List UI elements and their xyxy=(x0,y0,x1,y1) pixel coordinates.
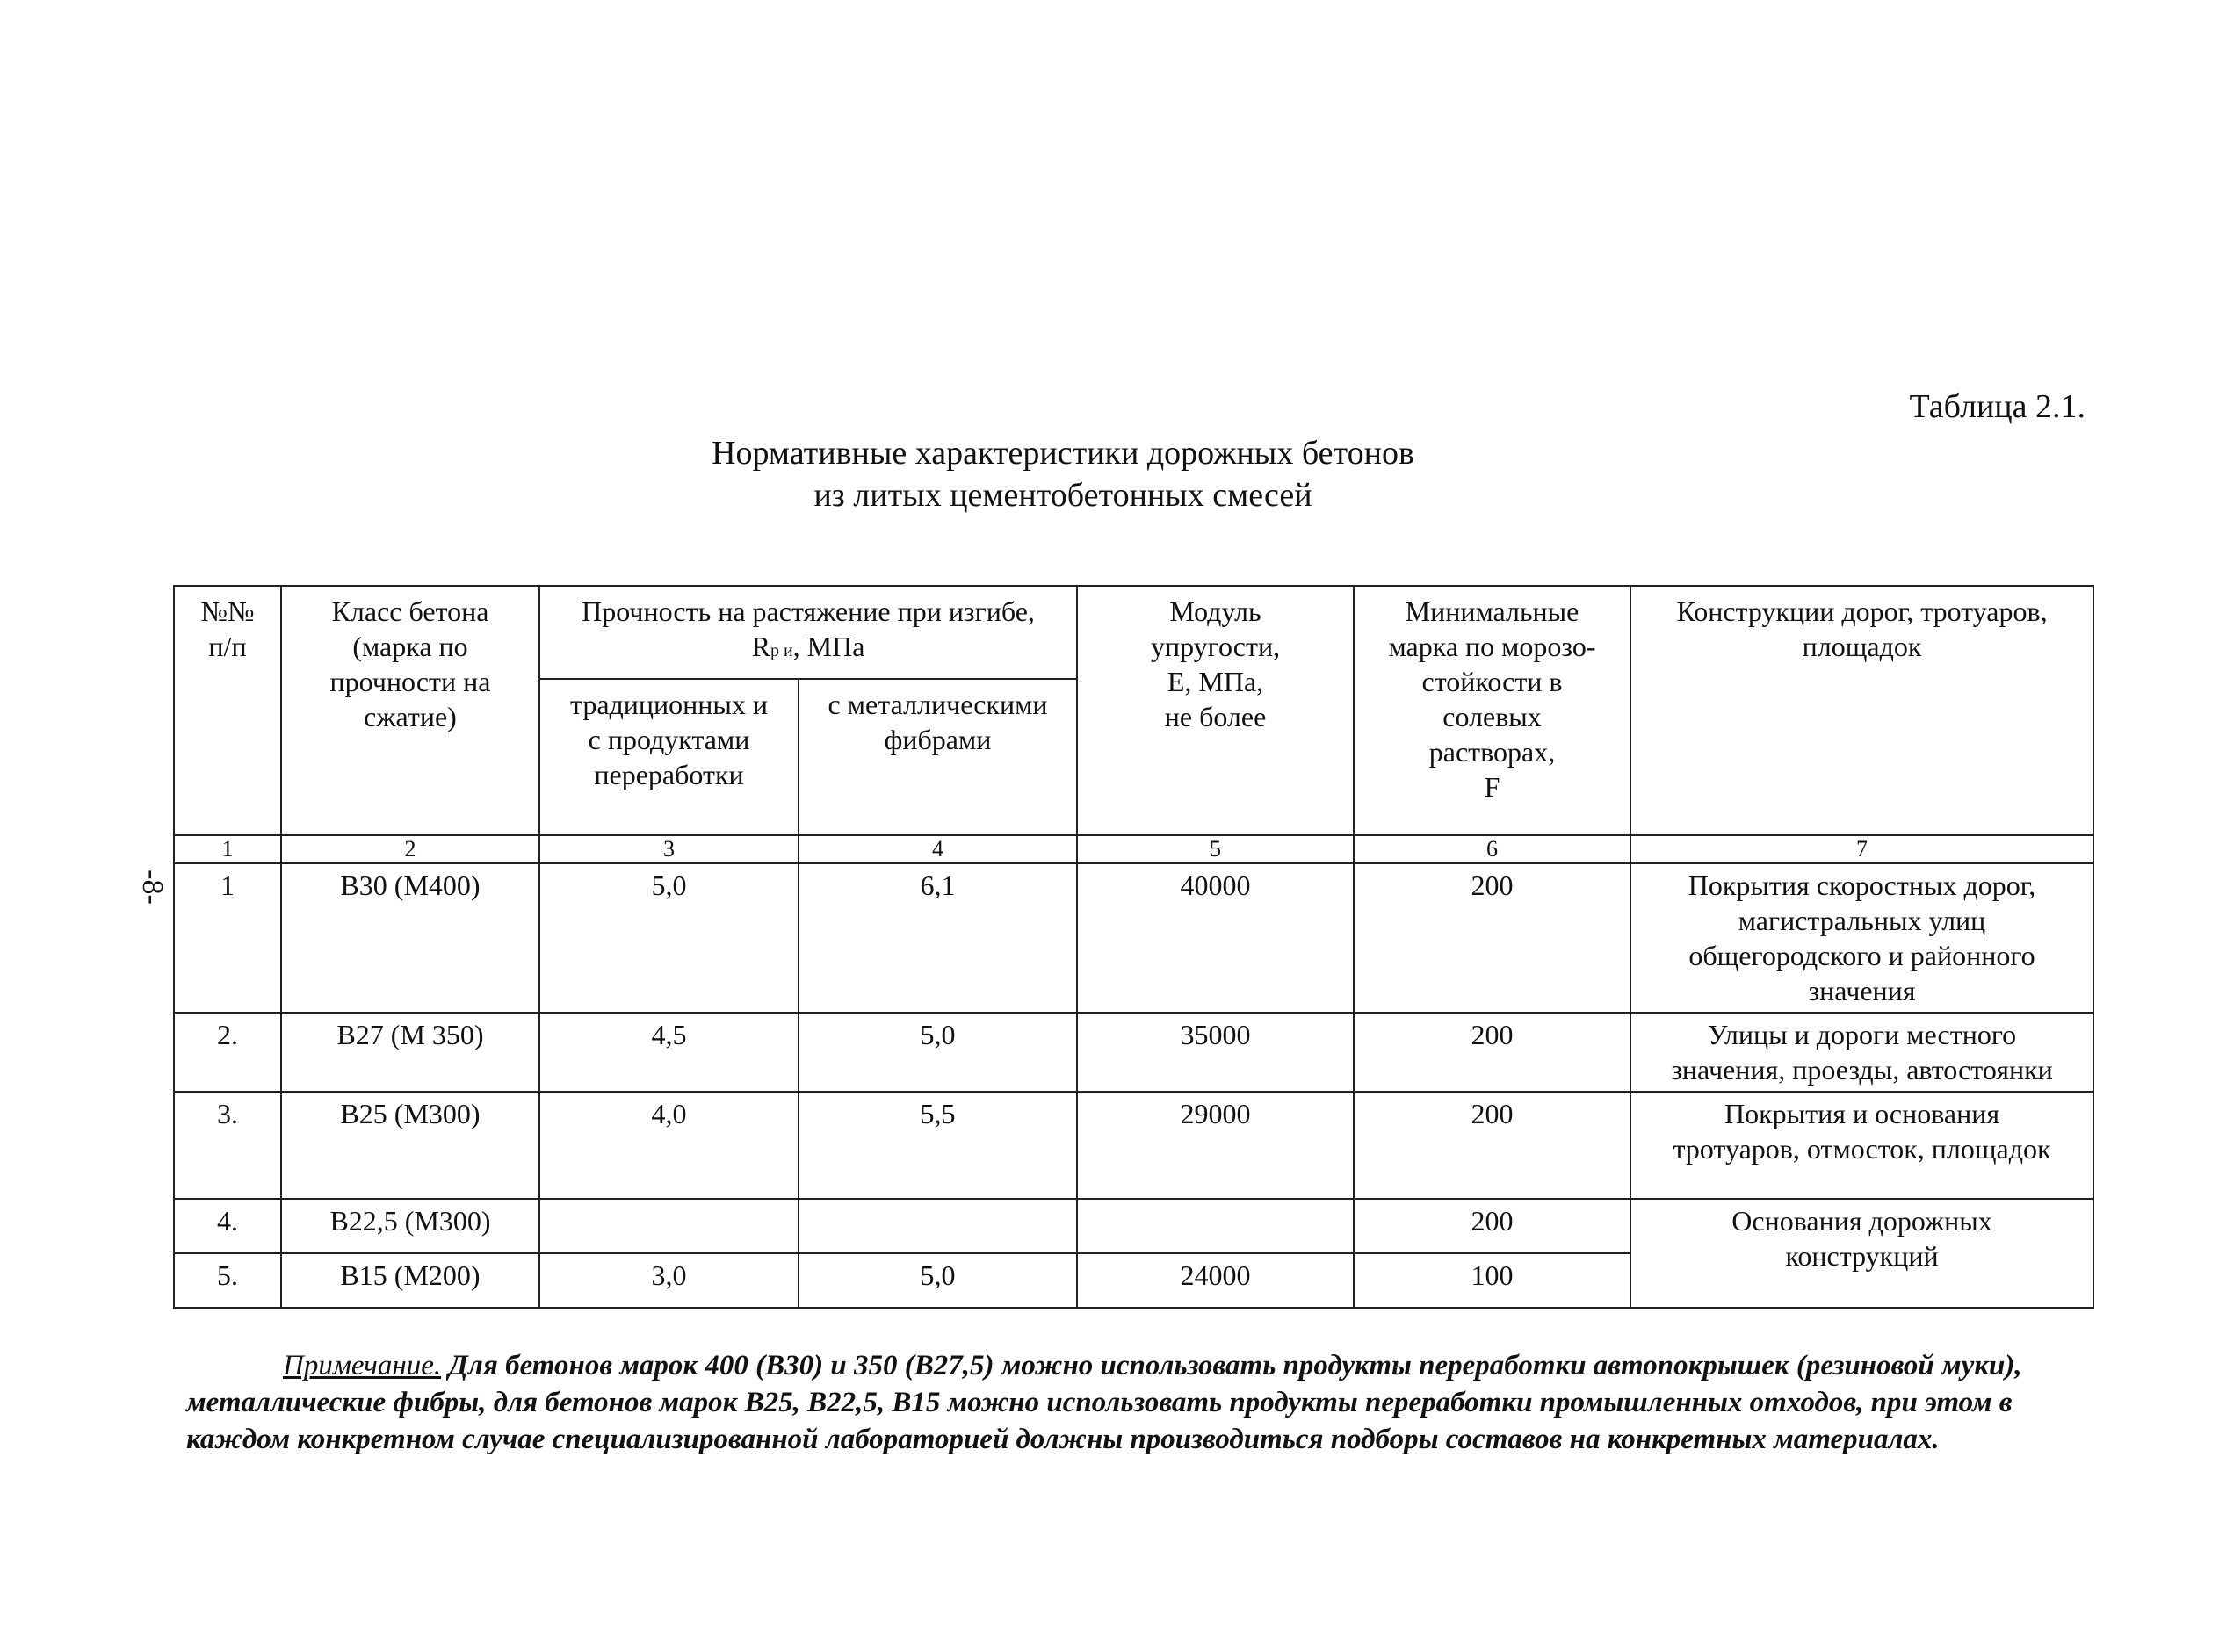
column-number: 1 xyxy=(174,835,281,863)
note-text: Для бетонов марок 400 (В30) и 350 (В27,5) можно использовать продукты переработки автопокрышек (резиновой муки), металлические фибры, для бетонов марок В25, В22,5, В15 можно использовать продукты переработки промышленных отходов, при этом в каждом конкретном случае специализированной лабораторией должны производиться подборы составов на конкретных материалах. xyxy=(186,1350,2022,1455)
row-strength-traditional: 4,0 xyxy=(539,1092,799,1199)
row-modulus: 29000 xyxy=(1077,1092,1354,1199)
row-usage: Покрытия скоростных дорог, магистральных улиц общегородского и районного значения xyxy=(1630,863,2093,1013)
header-frost: Минимальные марка по морозо- стойкости в солевых растворах, F xyxy=(1354,586,1630,835)
header-strength-metal: с металлическими фибрами xyxy=(799,679,1077,835)
header-strength: Прочность на растяжение при изгибе, Rр и, МПа xyxy=(539,586,1077,679)
row-usage-merged: Основания дорожных конструкций xyxy=(1630,1199,2093,1308)
table-title-line-1: Нормативные характеристики дорожных бетонов xyxy=(712,435,1414,472)
row-modulus: 40000 xyxy=(1077,863,1354,1013)
row-strength-metal: 5,0 xyxy=(799,1013,1077,1092)
row-strength-metal: 5,0 xyxy=(799,1253,1077,1308)
row-modulus xyxy=(1077,1199,1354,1253)
row-num: 1 xyxy=(174,863,281,1013)
column-number: 3 xyxy=(539,835,799,863)
row-frost: 200 xyxy=(1354,1013,1630,1092)
column-number-row xyxy=(174,835,2093,863)
row-class: В27 (М 350) xyxy=(281,1013,539,1092)
header-usage: Конструкции дорог, тротуаров, площадок xyxy=(1630,586,2093,835)
row-strength-traditional: 3,0 xyxy=(539,1253,799,1308)
row-frost: 200 xyxy=(1354,1199,1630,1253)
row-num: 4. xyxy=(174,1199,281,1253)
table-title-line-2: из литых цементобетонных смесей xyxy=(813,477,1312,514)
row-modulus: 24000 xyxy=(1077,1253,1354,1308)
row-num: 2. xyxy=(174,1013,281,1092)
row-strength-traditional: 4,5 xyxy=(539,1013,799,1092)
column-number: 2 xyxy=(281,835,539,863)
row-num: 3. xyxy=(174,1092,281,1199)
column-number: 4 xyxy=(799,835,1077,863)
column-number: 7 xyxy=(1630,835,2093,863)
row-num: 5. xyxy=(174,1253,281,1308)
table-row xyxy=(174,1092,2093,1199)
table-row xyxy=(174,1013,2093,1092)
table-label: Таблица 2.1. xyxy=(1909,388,2085,425)
norms-table xyxy=(173,585,2094,1309)
row-usage: Покрытия и основания тротуаров, отмосток, площадок xyxy=(1630,1092,2093,1199)
column-number: 6 xyxy=(1354,835,1630,863)
note-label: Примечание. xyxy=(283,1350,442,1381)
row-strength-traditional: 5,0 xyxy=(539,863,799,1013)
row-class: В25 (М300) xyxy=(281,1092,539,1199)
header-num: №№ п/п xyxy=(174,586,281,835)
row-modulus: 35000 xyxy=(1077,1013,1354,1092)
table-note xyxy=(186,1347,2093,1458)
table-title xyxy=(518,432,1608,516)
header-modulus: Модуль упругости, Е, МПа, не более xyxy=(1077,586,1354,835)
row-usage: Улицы и дороги местного значения, проезды, автостоянки xyxy=(1630,1013,2093,1092)
row-frost: 200 xyxy=(1354,863,1630,1013)
page-number: -8- xyxy=(136,869,169,905)
table-row xyxy=(174,1199,2093,1253)
row-frost: 200 xyxy=(1354,1092,1630,1199)
row-strength-traditional xyxy=(539,1199,799,1253)
row-class: В22,5 (М300) xyxy=(281,1199,539,1253)
header-row-1 xyxy=(174,586,2093,679)
column-number: 5 xyxy=(1077,835,1354,863)
row-strength-metal: 5,5 xyxy=(799,1092,1077,1199)
table-row xyxy=(174,863,2093,1013)
header-strength-traditional: традиционных и с продуктами переработки xyxy=(539,679,799,835)
row-class: В15 (М200) xyxy=(281,1253,539,1308)
row-frost: 100 xyxy=(1354,1253,1630,1308)
row-strength-metal xyxy=(799,1199,1077,1253)
row-strength-metal: 6,1 xyxy=(799,863,1077,1013)
header-class: Класс бетона (марка по прочности на сжатие) xyxy=(281,586,539,835)
row-class: В30 (М400) xyxy=(281,863,539,1013)
